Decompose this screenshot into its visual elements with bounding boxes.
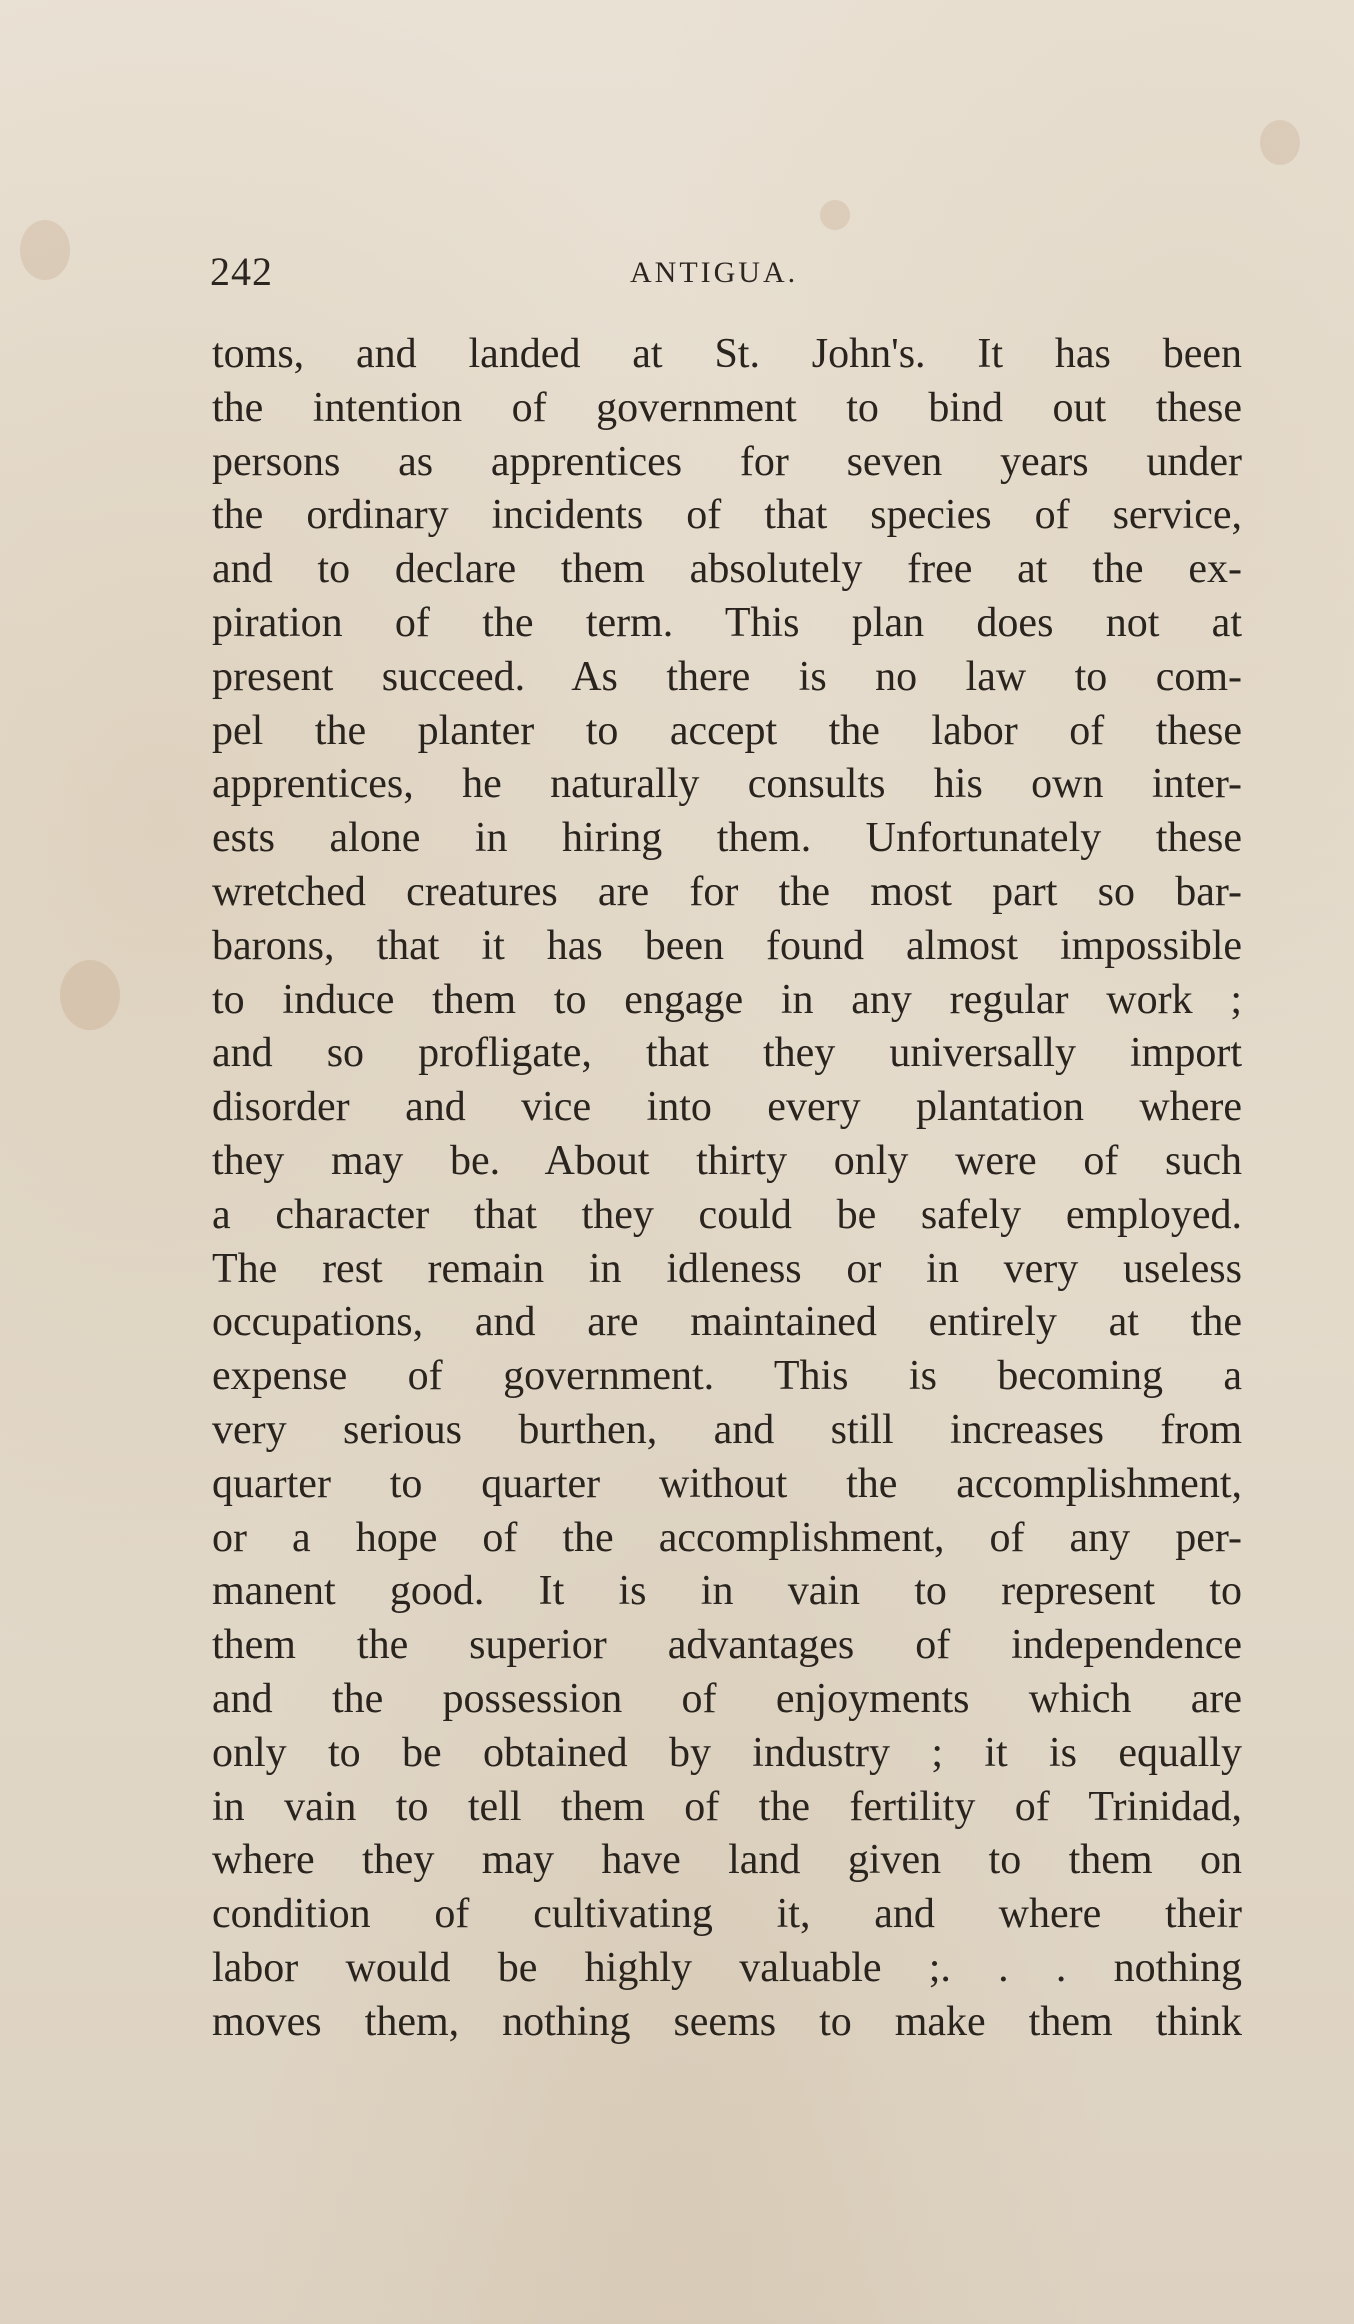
page-number: 242 — [210, 249, 273, 294]
page-header — [210, 248, 1240, 308]
text-line: expense of government. This is becoming a — [212, 1353, 1242, 1400]
text-line: moves them, nothing seems to make them think — [212, 1998, 1242, 2045]
text-line: condition of cultivating it, and where their — [212, 1891, 1242, 1938]
text-line: them the superior advantages of independence — [212, 1622, 1242, 1669]
text-line: wretched creatures are for the most part so bar- — [212, 868, 1242, 915]
text-line: only to be obtained by industry ; it is equally — [212, 1729, 1242, 1776]
text-line: The rest remain in idleness or in very useless — [212, 1245, 1242, 1292]
text-line: and so profligate, that they universally import — [212, 1030, 1242, 1077]
text-line: or a hope of the accomplishment, of any per- — [212, 1514, 1242, 1561]
text-line: persons as apprentices for seven years under — [212, 438, 1242, 485]
text-line: disorder and vice into every plantation where — [212, 1084, 1242, 1131]
text-line: manent good. It is in vain to represent to — [212, 1568, 1242, 1615]
text-line: and to declare them absolutely free at the ex- — [212, 546, 1242, 593]
text-line: apprentices, he naturally consults his own inter- — [212, 761, 1242, 808]
text-line: where they may have land given to them on — [212, 1837, 1242, 1884]
running-head: ANTIGUA. — [630, 256, 799, 289]
text-line: the intention of government to bind out these — [212, 384, 1242, 431]
text-line: and the possession of enjoyments which are — [212, 1675, 1242, 1722]
body-text — [212, 328, 1242, 2050]
text-line: present succeed. As there is no law to com- — [212, 653, 1242, 700]
text-line: to induce them to engage in any regular work ; — [212, 976, 1242, 1023]
text-line: toms, and landed at St. John's. It has been — [212, 331, 1242, 377]
text-line: a character that they could be safely employed. — [212, 1191, 1242, 1238]
foxing-stain — [20, 220, 70, 280]
text-line: piration of the term. This plan does not at — [212, 599, 1242, 646]
text-line: the ordinary incidents of that species of service, — [212, 492, 1242, 539]
foxing-stain — [1260, 120, 1300, 165]
text-line: labor would be highly valuable ;. . . nothing — [212, 1944, 1242, 1991]
text-line: occupations, and are maintained entirely at the — [212, 1299, 1242, 1346]
text-line: they may be. About thirty only were of such — [212, 1137, 1242, 1184]
foxing-stain — [820, 200, 850, 230]
text-line: in vain to tell them of the fertility of Trinidad, — [212, 1783, 1242, 1830]
text-line: ests alone in hiring them. Unfortunately these — [212, 815, 1242, 862]
text-line: barons, that it has been found almost impossible — [212, 922, 1242, 969]
text-line: pel the planter to accept the labor of these — [212, 707, 1242, 754]
text-line: quarter to quarter without the accomplishment, — [212, 1460, 1242, 1507]
text-line: very serious burthen, and still increases from — [212, 1406, 1242, 1453]
foxing-stain — [60, 960, 120, 1030]
